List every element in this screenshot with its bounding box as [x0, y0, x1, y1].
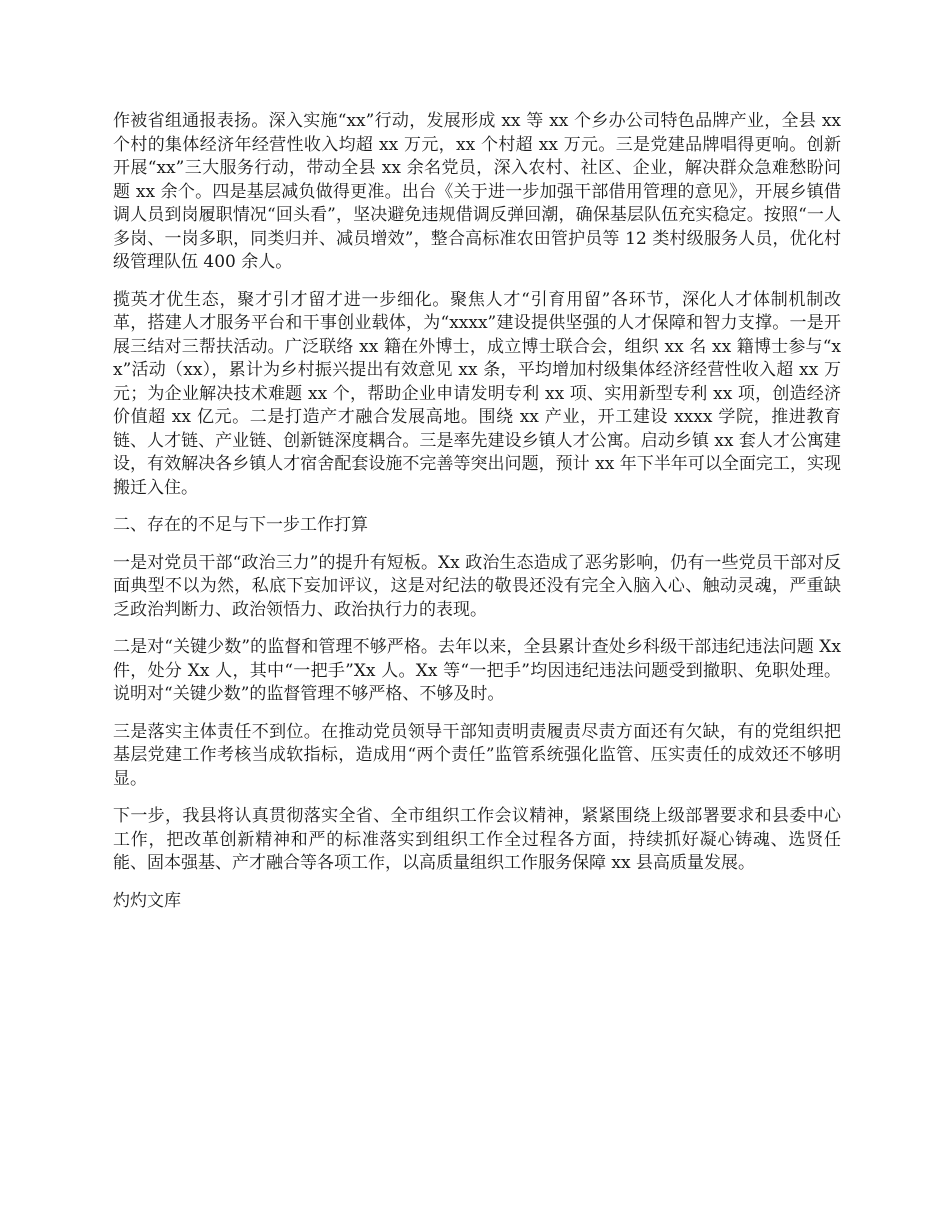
section-paragraph-2: 二是对“关键少数”的监督和管理不够严格。去年以来，全县累计查处乡科级干部违纪违法问题 Xx 件，处分 Xx 人，其中“一把手”Xx 人。Xx 等“一把手”均因违纪违法问题受到撤职、免职处理。说明对“关键少数”的监督管理不够严格、不够及时。 — [113, 637, 841, 704]
section-heading: 二、存在的不足与下一步工作打算 — [113, 515, 368, 535]
body-paragraph-2: 揽英才优生态，聚才引才留才进一步细化。聚焦人才“引育用留”各环节，深化人才体制机制改革，搭建人才服务平台和干事创业载体，为“xxxx”建设提供坚强的人才保障和智力支撑。一是开展三结对三帮扶活动。广泛联络 xx 籍在外博士，成立博士联合会，组织 xx 名 xx 籍博士参与“xx”活动（xx），累计为乡村振兴提出有效意见 xx 条，平均增加村级集体经济经营性收入超 xx 万元；为企业解决技术难题 xx 个，帮助企业申请发明专利 xx 项、实用新型专利 xx 项，创造经济价值超 xx 亿元。二是打造产才融合发展高地。围绕 xx 产业，开工建设 xxxx 学院，推进教育链、人才链、产业链、创新链深度耦合。三是率先建设乡镇人才公寓。启动乡镇 xx 套人才公寓建设，有效解决各乡镇人才宿舍配套设施不完善等突出问题，预计 xx 年下半年可以全面完工，实现搬迁入住。 — [113, 289, 841, 498]
footer-source-label: 灼灼文库 — [113, 890, 181, 911]
section-paragraph-4: 下一步，我县将认真贯彻落实全省、全市组织工作会议精神，紧紧围绕上级部署要求和县委中心工作，把改革创新精神和严的标准落实到组织工作全过程各方面，持续抓好凝心铸魂、选贤任能、固本强基、产才融合等各项工作，以高质量组织工作服务保障 xx 县高质量发展。 — [113, 806, 841, 873]
document-body — [113, 110, 841, 927]
section-paragraph-1: 一是对党员干部“政治三力”的提升有短板。Xx 政治生态造成了恶劣影响，仍有一些党员干部对反面典型不以为然，私底下妄加评议，这是对纪法的敬畏还没有完全入脑入心、触动灵魂，严重缺乏政治判断力、政治领悟力、政治执行力的表现。 — [113, 552, 841, 620]
body-paragraph-1: 作被省组通报表扬。深入实施“xx”行动，发展形成 xx 等 xx 个乡办公司特色品牌产业，全县 xx 个村的集体经济年经营性收入均超 xx 万元，xx 个村超 xx 万元。三是党建品牌唱得更响。创新开展“xx”三大服务行动，带动全县 xx 余名党员，深入农村、社区、企业，解决群众急难愁盼问题 xx 余个。四是基层减负做得更准。出台《关于进一步加强干部借用管理的意见》，开展乡镇借调人员到岗履职情况“回头看”，坚决避免违规借调反弹回潮，确保基层队伍充实稳定。按照“一人多岗、一岗多职，同类归并、减员增效”，整合高标准农田管护员等 12 类村级服务人员，优化村级管理队伍 400 余人。 — [113, 111, 841, 272]
section-paragraph-3: 三是落实主体责任不到位。在推动党员领导干部知责明责履责尽责方面还有欠缺，有的党组织把基层党建工作考核当成软指标，造成用“两个责任”监管系统强化监管、压实责任的成效还不够明显。 — [113, 721, 841, 789]
